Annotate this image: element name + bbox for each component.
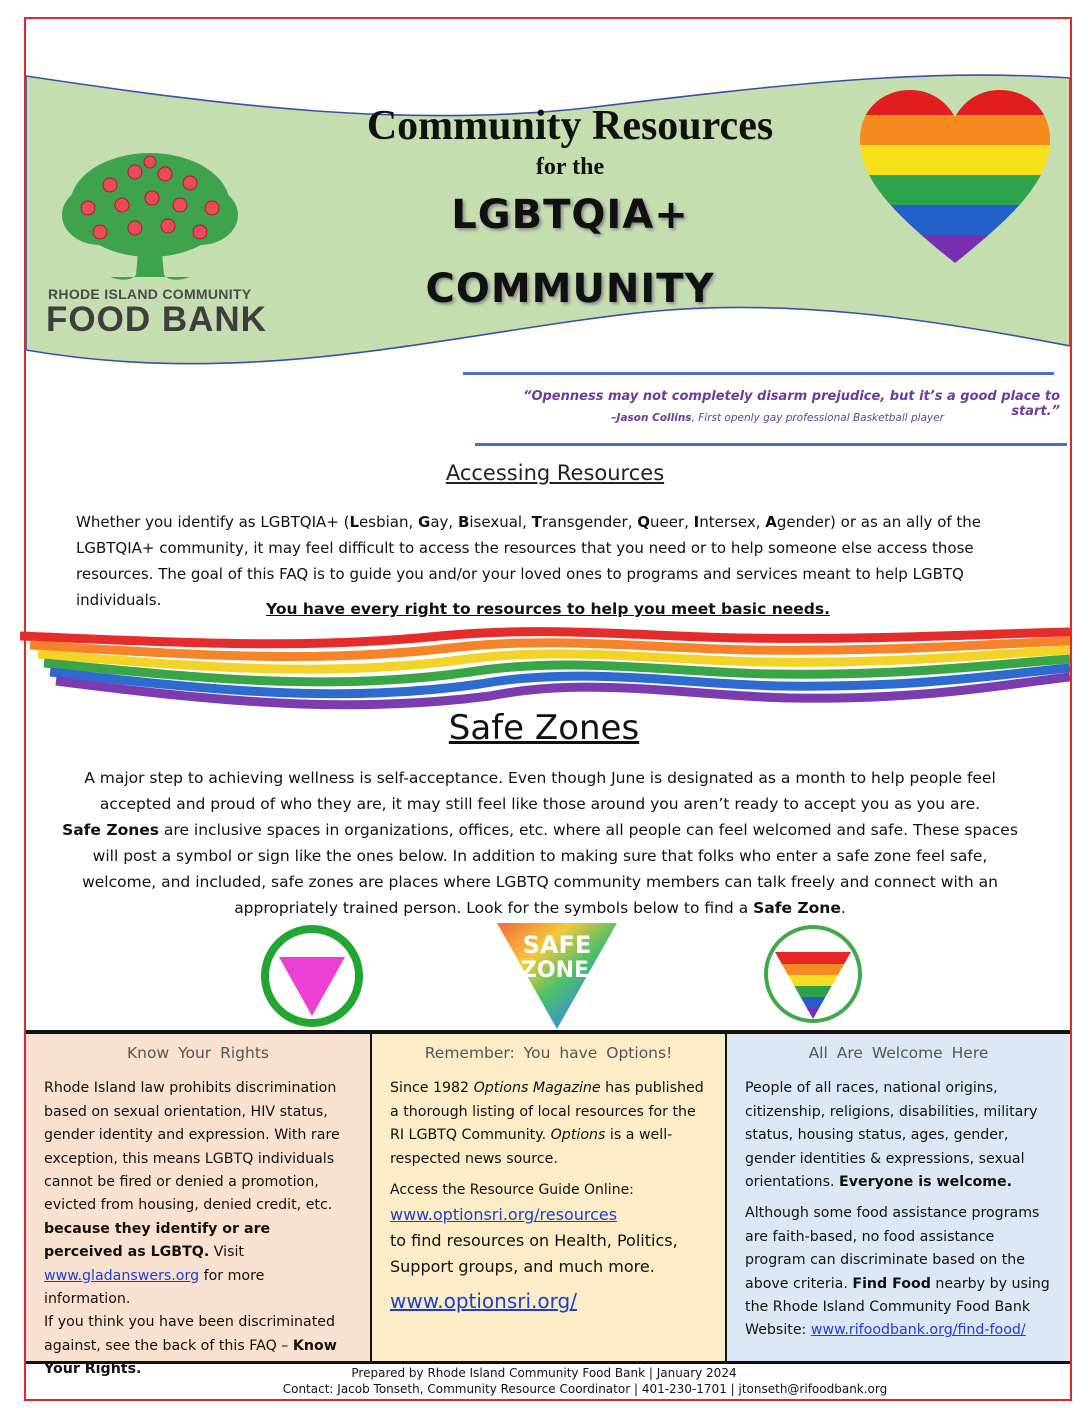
options-paragraph <box>390 1077 707 1171</box>
zone-text: ZONE <box>520 958 590 983</box>
title-lgbtqia: LGBTQIA+ <box>451 192 689 238</box>
rainbow-ribbon <box>20 622 1070 717</box>
optionsri-big-link-wrap <box>390 1290 707 1313</box>
all-welcome-column <box>727 1034 1070 1361</box>
all-welcome-heading: All Are Welcome Here <box>808 1044 989 1062</box>
quote-text: “Openness may not completely disarm prejudice, but it’s a good place to start.” <box>523 389 1060 419</box>
page-title: Community Resources <box>366 103 774 149</box>
find-resources-text: to find resources on Health, Politics, Support groups, and much more. <box>390 1231 678 1277</box>
everyone-welcome: Everyone is welcome. <box>839 1174 1013 1191</box>
safe-zones-p2-text: are inclusive spaces in organizations, offices, etc. where all people can feel welcomed and safe. These spaces will post a symbol or sign like the ones below. In addition to making sure that folks who enter a safe zone feel safe, welcome, and included, safe zones are places where LGBTQ community members can talk freely and connect with an appropriately trained person. Look for the symbols below to find a <box>82 821 1018 917</box>
logo-text-small: RHODE ISLAND COMMUNITY <box>48 286 252 302</box>
acronym-letter: L <box>349 513 360 531</box>
acronym-word: gender <box>776 513 831 531</box>
title-for-the: for the <box>535 154 605 180</box>
optionsri-resources-link[interactable]: www.optionsri.org/resources <box>390 1205 618 1225</box>
safe-zones-p2-end: . <box>840 899 846 917</box>
acronym-word: isexual, <box>469 513 532 531</box>
find-food-text: nearby by using the Rhode Island Community Food Bank Website: <box>745 1275 1050 1339</box>
acronym-letter: B <box>457 513 470 531</box>
options-text-a: Since 1982 <box>390 1080 474 1097</box>
rights-statement: You have every right to resources to help you meet basic needs. <box>266 600 830 618</box>
accessing-resources-heading: Accessing Resources <box>445 461 665 485</box>
know-your-rights-heading: Know Your Rights <box>127 1044 269 1062</box>
accessing-text-start: Whether you identify as LGBTQIA+ ( <box>76 513 350 531</box>
quote-attribution <box>470 412 944 424</box>
acronym-letter: A <box>765 513 777 531</box>
welcome-paragraph <box>745 1077 1052 1194</box>
rights-text: Rhode Island law prohibits discrimination based on sexual orientation, HIV status, gender identity and expression. With rare exception, this means LGBTQ individuals cannot be fired or denied a promotion, evicted from housing, denied credit, etc. <box>44 1080 340 1214</box>
acronym-letter: I <box>693 513 700 531</box>
safe-zones-p2 <box>60 817 1020 921</box>
safe-zones-paragraph <box>60 765 1020 921</box>
acronym-word: ay, <box>430 513 458 531</box>
quote-author-desc: , First openly gay professional Basketball player <box>691 412 944 424</box>
footer-prepared-by: Prepared by Rhode Island Community Food Bank | January 2024 <box>351 1366 737 1380</box>
footer-contact: Contact: Jacob Tonseth, Community Resource Coordinator | 401-230-1701 | jtonseth@rifoodbank.org <box>282 1382 888 1396</box>
acronym-expansion <box>349 513 830 531</box>
rights-paragraph <box>44 1077 352 1381</box>
resource-guide-paragraph <box>390 1202 707 1280</box>
rights-bold: because they identify or are perceived as LGBTQ. <box>44 1220 271 1261</box>
rights-end: for more information. <box>44 1267 265 1308</box>
pink-triangle-symbol-icon <box>259 924 365 1028</box>
safe-zones-heading: Safe Zones <box>448 708 640 748</box>
rifoodbank-link[interactable]: www.rifoodbank.org/find-food/ <box>810 1322 1026 1339</box>
safe-zone-bold-end: Safe Zone <box>753 899 841 917</box>
acronym-letter: T <box>531 513 542 531</box>
accessing-text-end: ) or as an ally of the LGBTQIA+ community, it may feel difficult to access the resources that you need or to help someone else access those resources. The goal of this FAQ is to guide you and/or your loved ones to programs and services meant to help LGBTQ individuals. <box>76 513 982 609</box>
quote-rule-bottom <box>475 443 1067 446</box>
acronym-word: esbian, <box>359 513 419 531</box>
accessing-paragraph <box>76 509 1036 613</box>
acronym-word: ntersex, <box>699 513 766 531</box>
options-column <box>372 1034 727 1361</box>
gladanswers-link[interactable]: www.gladanswers.org <box>44 1267 200 1284</box>
logo-text-big: FOOD BANK <box>46 300 267 339</box>
discrimination-text: If you think you have been discriminated against, see the back of this FAQ – <box>44 1314 336 1354</box>
acronym-word: ueer, <box>650 513 694 531</box>
find-food-bold: Find Food <box>852 1275 931 1292</box>
safe-zones-p1: A major step to achieving wellness is self-acceptance. Even though June is designated as a month to help people feel accepted and proud of who they are, it may still feel like those around you aren’t ready to accept you as you are. <box>84 769 996 813</box>
resource-guide-label: Access the Resource Guide Online: <box>390 1182 634 1199</box>
title-community: COMMUNITY <box>425 266 715 312</box>
know-your-rights-ref: Know Your Rights. <box>44 1337 337 1378</box>
options-magazine: Options Magazine <box>473 1080 601 1097</box>
food-assistance-text: Although some food assistance programs are faith-based, no food assistance program can discriminate based on the above criteria. <box>745 1205 1040 1292</box>
know-your-rights-column <box>26 1034 372 1378</box>
safe-text: SAFE <box>522 931 592 959</box>
acronym-word: ransgender, <box>541 513 638 531</box>
acronym-letter: Q <box>637 513 650 531</box>
options-heading: Remember: You have Options! <box>424 1044 673 1062</box>
rainbow-heart-icon <box>855 85 1055 270</box>
food-assistance-paragraph <box>745 1202 1052 1342</box>
options-text-b: has published a thorough listing of local resources for the RI LGBTQ Community. <box>390 1080 704 1144</box>
acronym-letter: G <box>418 513 431 531</box>
safe-zone-triangle-icon <box>495 921 619 1031</box>
welcome-text: People of all races, national origins, citizenship, religions, disabilities, military status, housing status, ages, gender, gender identities & expressions, sexual orientations. <box>745 1080 1038 1191</box>
options-italic: Options <box>550 1127 606 1144</box>
optionsri-link[interactable]: www.optionsri.org/ <box>390 1289 577 1314</box>
safe-zones-bold: Safe Zones <box>62 821 159 839</box>
rights-visit: Visit <box>209 1244 244 1261</box>
options-text-c: is a well-respected news source. <box>390 1127 673 1167</box>
rainbow-triangle-symbol-icon <box>762 922 864 1026</box>
quote-author: –Jason Collins <box>611 412 692 424</box>
quote-rule-top <box>463 372 1054 375</box>
